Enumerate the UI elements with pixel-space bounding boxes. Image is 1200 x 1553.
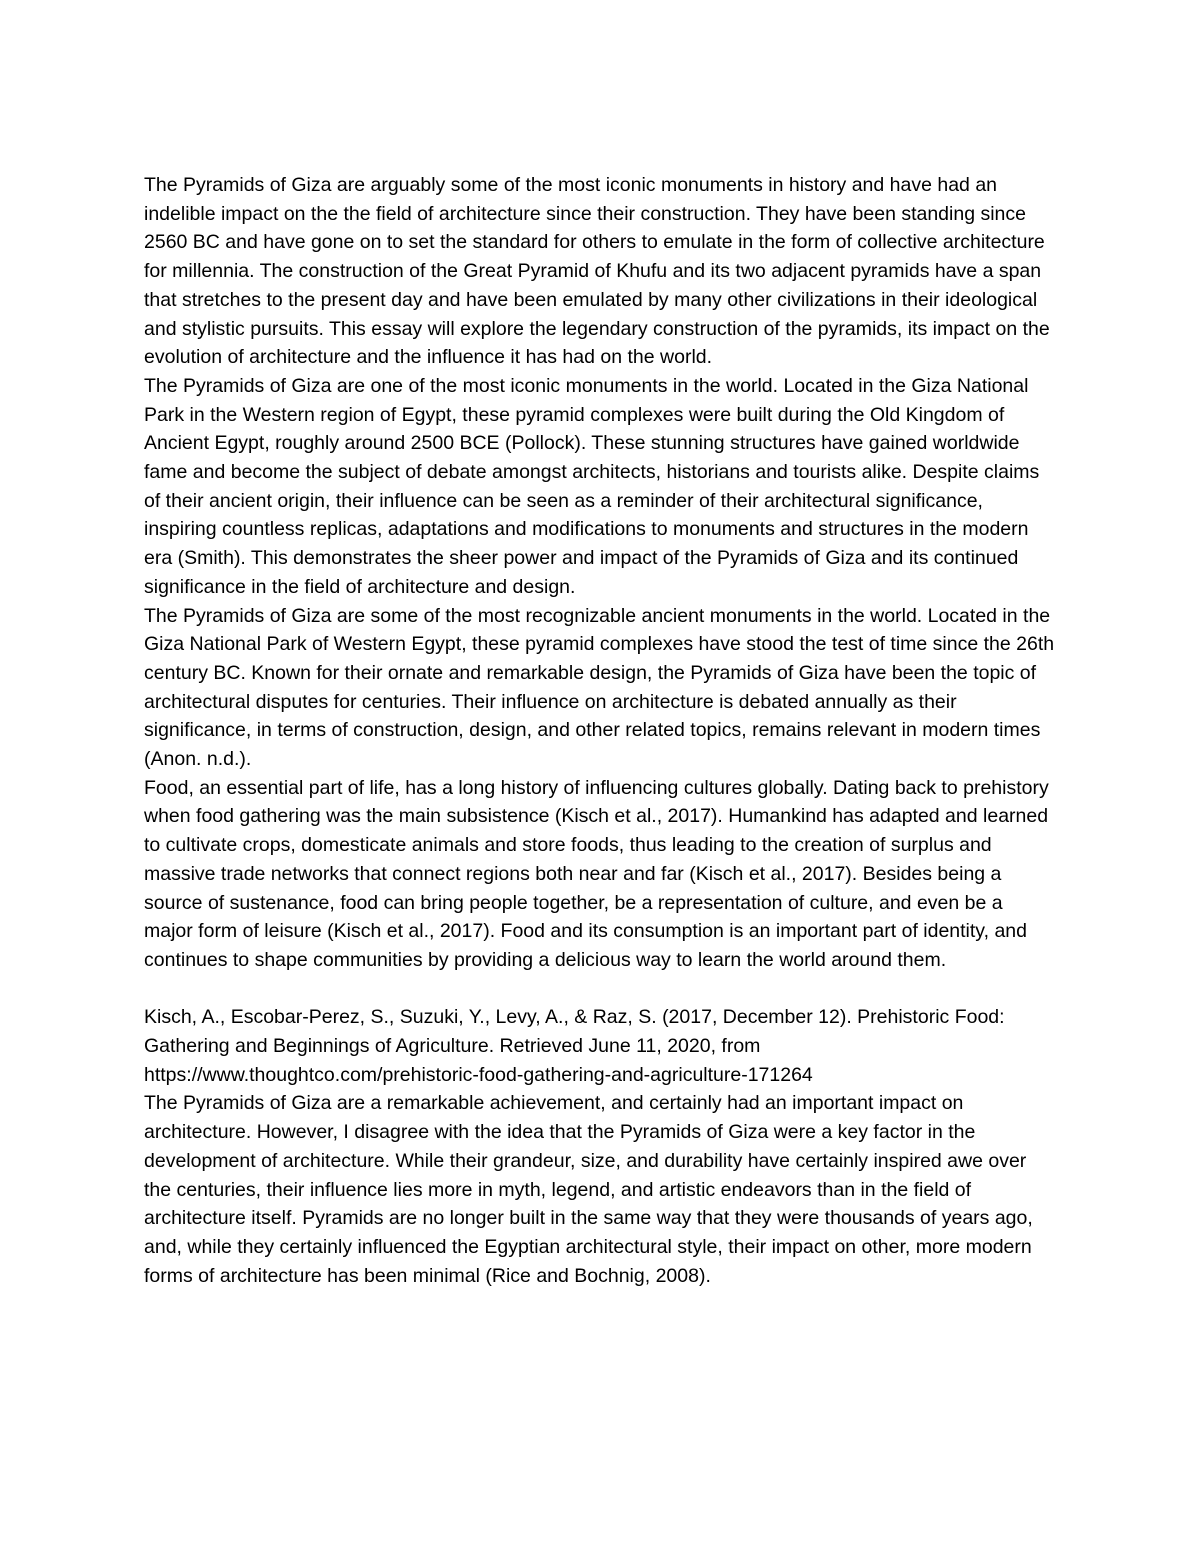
reference-citation: Kisch, A., Escobar-Perez, S., Suzuki, Y., Levy, A., & Raz, S. (2017, December 12). Prehistoric Food: Gathering and Beginnings of Agriculture. Retrieved June 11, 2020, from	[144, 1006, 1005, 1058]
paragraph-spacer	[144, 975, 1056, 1004]
paragraph-recognizable-monuments: The Pyramids of Giza are some of the most recognizable ancient monuments in the world. Located in the Giza National Park of Western Egypt, these pyramid complexes have stood the test of time since the 26th century BC. Known for their ornate and remarkable design, the Pyramids of Giza have been the topic of architectural disputes for centuries. Their influence on architecture is debated annually as their significance, in terms of construction, design, and other related topics, remains relevant in modern times (Anon. n.d.).	[144, 604, 1055, 771]
paragraph-closing: The Pyramids of Giza are a remarkable achievement, and certainly had an important impact on architecture. However, I disagree with the idea that the Pyramids of Giza were a key factor in the development of architecture. While their grandeur, size, and durability have certainly inspired awe over the centuries, their influence lies more in myth, legend, and artistic endeavors than in the field of architecture itself. Pyramids are no longer built in the same way that they were thousands of years ago, and, while they certainly influenced the Egyptian architectural style, their impact on other, more modern forms of architecture has been minimal (Rice and Bochnig, 2008).	[144, 1092, 1033, 1287]
paragraph-intro: The Pyramids of Giza are arguably some of the most iconic monuments in history and have had an indelible impact on the the field of architecture since their construction. They have been standing since 2560 BC and have gone on to set the standard for others to emulate in the form of collective architecture for millennia. The construction of the Great Pyramid of Khufu and its two adjacent pyramids have a span that stretches to the present day and have been emulated by many other civilizations in their ideological and stylistic pursuits. This essay will explore the legendary construction of the pyramids, its impact on the evolution of architecture and the influence it has had on the world.	[144, 174, 1050, 369]
reference-entry	[144, 1003, 1056, 1089]
document-body	[144, 171, 1056, 1290]
reference-url: https://www.thoughtco.com/prehistoric-food-gathering-and-agriculture-171264	[144, 1063, 813, 1086]
paragraph-food: Food, an essential part of life, has a long history of influencing cultures globally. Dating back to prehistory when food gathering was the main subsistence (Kisch et al., 2017). Humankind has adapted and learned to cultivate crops, domesticate animals and store foods, thus leading to the creation of surplus and massive trade networks that connect regions both near and far (Kisch et al., 2017). Besides being a source of sustenance, food can bring people together, be a representation of culture, and even be a major form of leisure (Kisch et al., 2017). Food and its consumption is an important part of identity, and continues to shape communities by providing a delicious way to learn the world around them.	[144, 776, 1049, 971]
paragraph-iconic-monuments: The Pyramids of Giza are one of the most iconic monuments in the world. Located in the Giza National Park in the Western region of Egypt, these pyramid complexes were built during the Old Kingdom of Ancient Egypt, roughly around 2500 BCE (Pollock). These stunning structures have gained worldwide fame and become the subject of debate amongst architects, historians and tourists alike. Despite claims of their ancient origin, their influence can be seen as a reminder of their architectural significance, inspiring countless replicas, adaptations and modifications to monuments and structures in the modern era (Smith). This demonstrates the sheer power and impact of the Pyramids of Giza and its continued significance in the field of architecture and design.	[144, 374, 1040, 598]
